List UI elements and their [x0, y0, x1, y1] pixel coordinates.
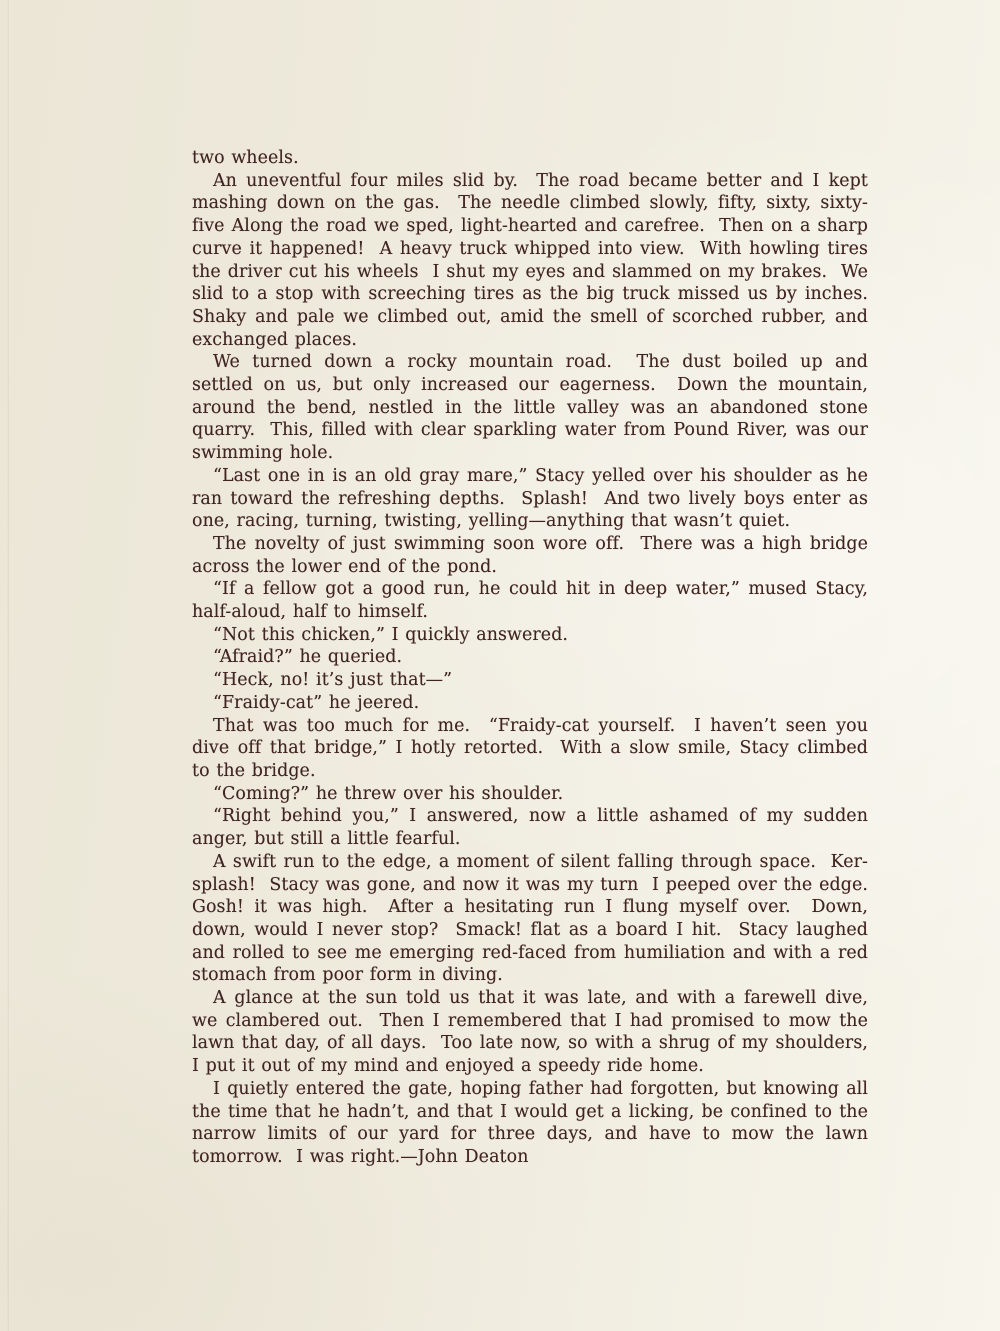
paragraph-dialogue: “Coming?” he threw over his shoulder. [213, 783, 564, 804]
paragraph: The novelty of just swimming soon wore off. There was a high bridge across the lower end of the pond. [192, 533, 875, 577]
paragraph: “Right behind you,” I answered, now a little ashamed of my sudden anger, but still a little fearful. [192, 806, 875, 850]
paragraph-dialogue: “Not this chicken,” I quickly answered. [213, 624, 569, 645]
paragraph: That was too much for me. “Fraidy-cat yourself. I haven’t seen you dive off that bridge,” I hotly retorted. With a slow smile, Stacy climbed to the bridge. [192, 715, 875, 781]
paragraph-dialogue: “Heck, no! it’s just that—” [213, 670, 453, 691]
paragraph-dialogue: “Fraidy-cat” he jeered. [213, 692, 420, 713]
paragraph: An uneventful four miles slid by. The road became better and I kept mashing down on the gas. The needle climbed slowly, fifty, sixty, sixty-five Along the road we sped, light-hearted and carefree. Then on a sharp curve it happened! A heavy truck whipped into view. With howling tires the driver cut his wheels I shut my eyes and slammed on my brakes. We slid to a stop with screeching tires as the big truck missed us by inches. Shaky and pale we climbed out, amid the smell of scorched rubber, and exchanged places. [192, 170, 882, 350]
paragraph-dialogue: “Afraid?” he queried. [213, 647, 403, 668]
paper-crease [7, 0, 10, 1331]
paragraph-closing-with-author: I quietly entered the gate, hoping father had forgotten, but knowing all the time that he hadn’t, and that I would get a licking, be confined to the narrow limits of our yard for three days, and have to mow the lawn tomorrow. I was right.—John Deaton [192, 1078, 875, 1167]
paragraph: “If a fellow got a good run, he could hit in deep water,” mused Stacy, half-aloud, half to himself. [192, 579, 875, 623]
story-text-block [192, 147, 882, 1169]
paragraph-continuation: two wheels. [192, 148, 299, 168]
paragraph: We turned down a rocky mountain road. The dust boiled up and settled on us, but only increased our eagerness. Down the mountain, around the bend, nestled in the little valley was an abandoned stone quarry. This, filled with clear sparkling water from Pound River, was our swimming hole. [192, 352, 875, 464]
paragraph: A swift run to the edge, a moment of silent falling through space. Ker-splash! Stacy was gone, and now it was my turn I peeped over the edge. Gosh! it was high. After a hesitating run I flung myself over. Down, down, would I never stop? Smack! flat as a board I hit. Stacy laughed and rolled to see me emerging red-faced from humiliation and with a red stomach from poor form in diving. [192, 851, 882, 986]
paragraph: A glance at the sun told us that it was late, and with a farewell dive, we clambered out. Then I remembered that I had promised to mow the lawn that day, of all days. Too late now, so with a shrug of my shoulders, I put it out of my mind and enjoyed a speedy ride home. [192, 988, 875, 1077]
paragraph: “Last one in is an old gray mare,” Stacy yelled over his shoulder as he ran toward the refreshing depths. Splash! And two lively boys enter as one, racing, turning, twisting, yelling—anything that wasn’t quiet. [192, 465, 875, 532]
